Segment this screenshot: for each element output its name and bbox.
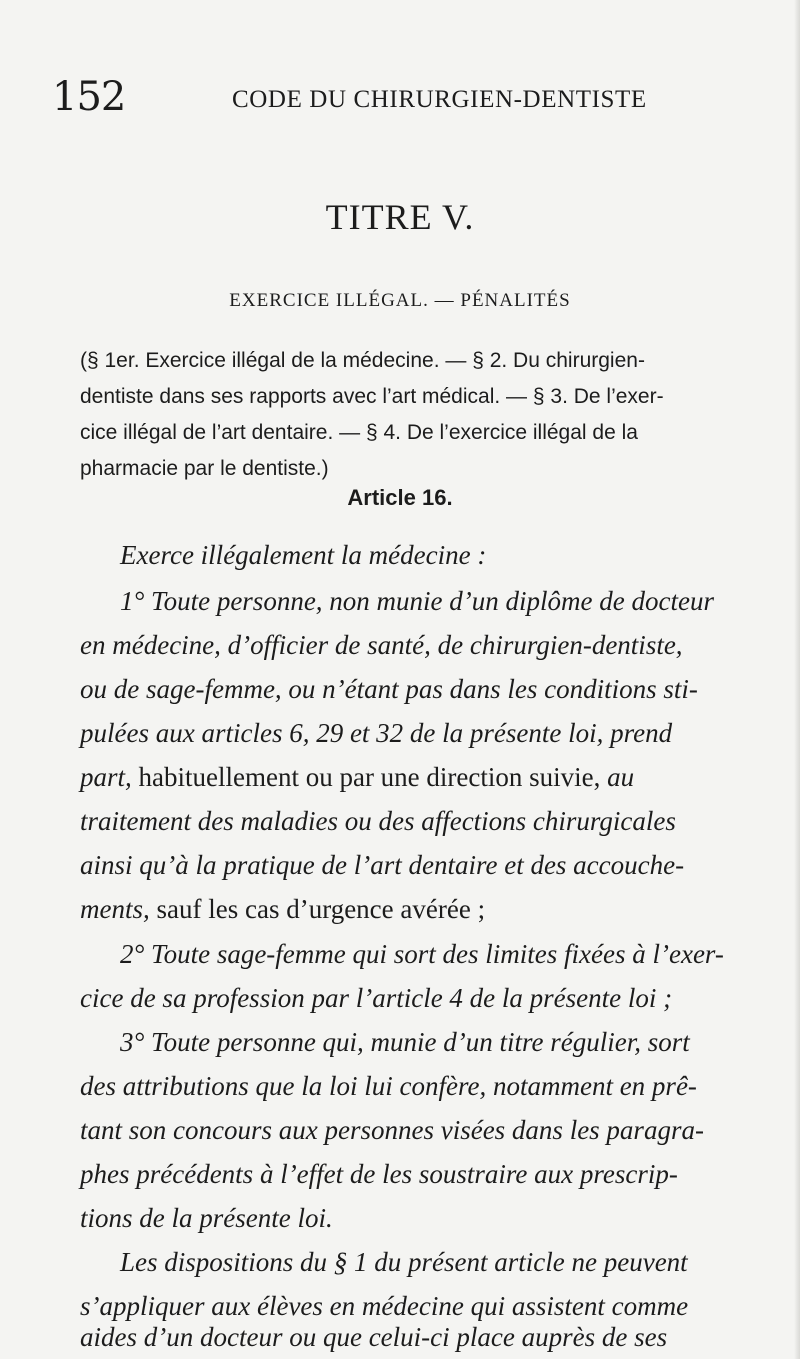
body-line-mixed — [80, 894, 485, 925]
body-line: tions de la présente loi. — [80, 1203, 333, 1233]
summary-line: dentiste dans ses rapports avec l’art médical. — § 3. De l’exer- — [80, 385, 664, 408]
body-line: 1° Toute personne, non munie d’un diplôme de docteur — [120, 586, 714, 616]
summary-line: (§ 1er. Exercice illégal de la médecine. — § 2. Du chirurgien- — [80, 349, 645, 372]
body-text-italic: part, — [80, 762, 132, 792]
body-text-roman: habituellement ou par une direction suivie, — [138, 762, 601, 792]
section-summary — [80, 343, 735, 487]
page-number: 152 — [52, 74, 126, 120]
body-line: pulées aux articles 6, 29 et 32 de la présente loi, prend — [80, 718, 673, 748]
body-line: phes précédents à l’effet de les soustraire aux prescrip- — [80, 1159, 678, 1189]
body-line: ainsi qu’à la pratique de l’art dentaire et des accouche- — [80, 850, 685, 880]
body-line: ou de sage-femme, ou n’étant pas dans les conditions sti- — [80, 674, 698, 704]
title-heading: TITRE V. — [325, 197, 475, 237]
running-head: CODE DU CHIRURGIEN-DENTISTE — [232, 86, 647, 113]
body-text-italic: au — [607, 762, 635, 792]
body-text-italic: ments, — [80, 894, 150, 924]
body-line: 3° Toute personne qui, munie d’un titre régulier, sort — [120, 1027, 690, 1057]
article-heading: Article 16. — [347, 485, 453, 510]
summary-line: cice illégal de l’art dentaire. — § 4. De l’exercice illégal de la — [80, 421, 638, 444]
body-text-roman: sauf les cas d’urgence avérée ; — [156, 894, 486, 924]
body-line: 2° Toute sage-femme qui sort des limites fixées à l’exer- — [120, 939, 724, 969]
title-subtitle: EXERCICE ILLÉGAL. — PÉNALITÉS — [229, 290, 571, 311]
article-intro: Exerce illégalement la médecine : — [120, 540, 487, 570]
body-line: s’appliquer aux élèves en médecine qui assistent comme — [80, 1291, 689, 1321]
body-line: aides d’un docteur ou que celui-ci place auprès de ses — [80, 1322, 668, 1352]
summary-line: pharmacie par le dentiste.) — [80, 457, 329, 480]
body-line: des attributions que la loi lui confère, notamment en prê- — [80, 1071, 697, 1101]
body-line-mixed — [80, 762, 634, 793]
body-line: Les dispositions du § 1 du présent article ne peuvent — [120, 1247, 688, 1277]
body-line: en médecine, d’officier de santé, de chirurgien-dentiste, — [80, 630, 683, 660]
body-line: traitement des maladies ou des affections chirurgicales — [80, 806, 676, 836]
page-edge-shadow — [794, 0, 800, 1359]
body-line: cice de sa profession par l’article 4 de la présente loi ; — [80, 983, 673, 1013]
body-line: tant son concours aux personnes visées dans les paragra- — [80, 1115, 704, 1145]
